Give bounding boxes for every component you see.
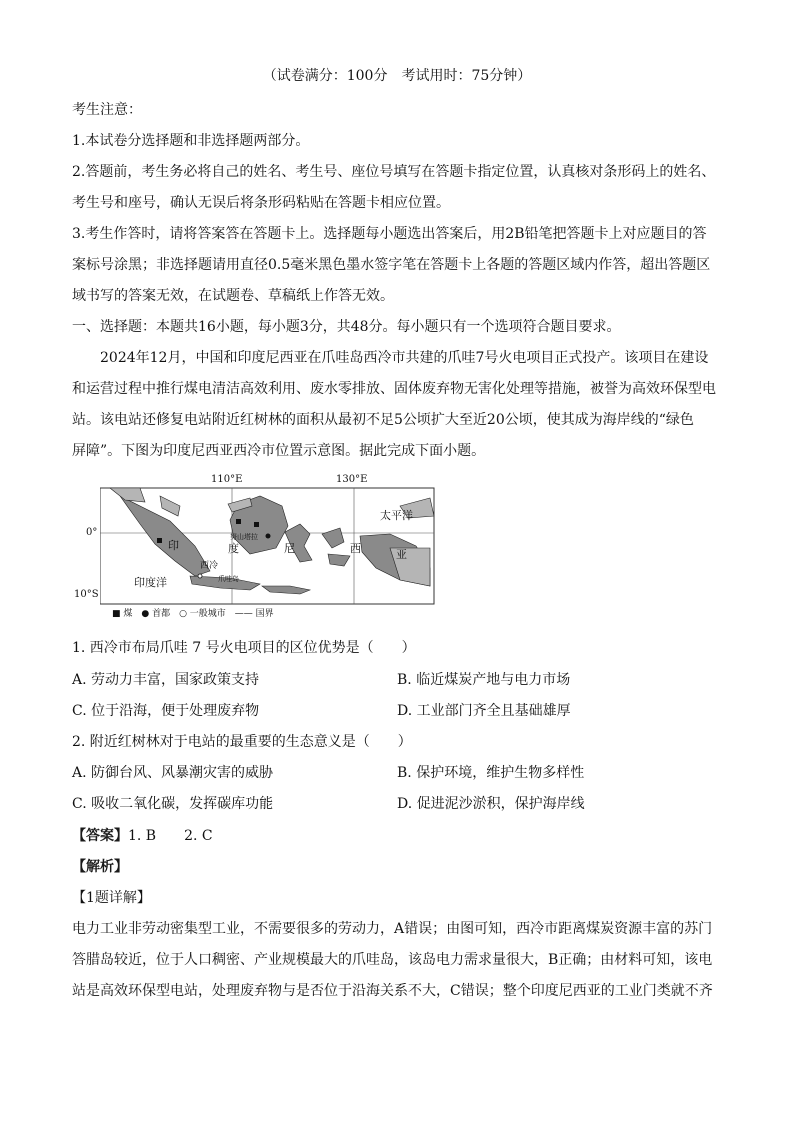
notice-title: 考生注意： bbox=[72, 102, 142, 118]
notice-line: 域书写的答案无效，在试题卷、草稿纸上作答无效。 bbox=[72, 288, 394, 304]
detail-line: 答腊岛较近，位于人口稠密、产业规模最大的爪哇岛，该岛电力需求量很大，B正确；由材料可知，该电 bbox=[72, 952, 713, 968]
map-place-label: 印 bbox=[168, 539, 179, 552]
map-lat-label: 10°S bbox=[74, 589, 99, 600]
notice-line: 2.答题前，考生务必将自己的姓名、考生号、座位号填写在答题卡指定位置，认真核对条形码上的姓名、 bbox=[72, 164, 716, 180]
map-place-label: 爪哇岛 bbox=[218, 575, 239, 583]
map-place-label: 度 bbox=[228, 542, 239, 555]
detail-line: 电力工业非劳动密集型工业，不需要很多的劳动力，A错误；由图可知，西冷市距离煤炭资源丰富的苏门 bbox=[72, 921, 713, 937]
exam-header: （试卷满分：100分 考试用时：75分钟） bbox=[262, 68, 532, 84]
notice-line: 考生号和座号，确认无误后将条形码粘贴在答题卡相应位置。 bbox=[72, 195, 450, 211]
answer-block bbox=[72, 826, 213, 846]
answer-text: 1. B 2. C bbox=[128, 828, 213, 844]
map-place-label: 尼 bbox=[284, 542, 295, 555]
question-option: A. 防御台风、风暴潮灾害的威胁 bbox=[72, 765, 274, 781]
map-place-label: 西 bbox=[350, 542, 361, 555]
detail-tag: 【1题详解】 bbox=[72, 890, 151, 906]
notice-line: 案标号涂黑；非选择题请用直径0.5毫米黑色墨水签字笔在答题卡上各题的答题区域内作答，超出答题区 bbox=[72, 257, 711, 273]
notice-line: 3.考生作答时，请将答案答在答题卡上。选择题每小题选出答案后，用2B铅笔把答题卡上对应题目的答 bbox=[72, 226, 707, 242]
detail-line: 站是高效环保型电站，处理废弃物与是否位于沿海关系不大，C错误；整个印度尼西亚的工业门类就不齐 bbox=[72, 983, 713, 999]
map-place-label: 西冷 bbox=[200, 561, 219, 571]
question-option: D. 工业部门齐全且基础雄厚 bbox=[397, 703, 571, 719]
question-option: B. 保护环境，维护生物多样性 bbox=[397, 765, 585, 781]
passage-line: 2024年12月，中国和印度尼西亚在爪哇岛西冷市共建的爪哇7号火电项目正式投产。该项目在建设 bbox=[100, 350, 709, 366]
question-option: C. 吸收二氧化碳，发挥碳库功能 bbox=[72, 796, 274, 812]
indonesia-location-map bbox=[100, 476, 436, 626]
map-ocean-label: 太平洋 bbox=[380, 509, 413, 522]
passage-line: 站。该电站还修复电站附近红树林的面积从最初不足5公顷扩大至近20公顷，使其成为海岸线的“绿色 bbox=[72, 412, 694, 428]
question-option: B. 临近煤炭产地与电力市场 bbox=[397, 672, 571, 688]
passage-line: 和运营过程中推行煤电清洁高效利用、废水零排放、固体废弃物无害化处理等措施，被誉为高效环保型电 bbox=[72, 381, 716, 397]
analysis-tag: 【解析】 bbox=[72, 859, 128, 875]
question-stem: 2. 附近红树林对于电站的最重要的生态意义是（ ） bbox=[72, 734, 412, 750]
question-option: A. 劳动力丰富，国家政策支持 bbox=[72, 672, 260, 688]
map-place-label: 亚 bbox=[396, 548, 407, 561]
map-legend: ■ 煤 ● 首都 ○ 一般城市 —— 国界 bbox=[112, 609, 274, 619]
section-title: 一、选择题：本题共16小题，每小题3分，共48分。每小题只有一个选项符合题目要求。 bbox=[72, 319, 621, 335]
map-ocean-label: 印度洋 bbox=[134, 576, 167, 589]
answer-tag: 【答案】 bbox=[72, 828, 128, 844]
notice-line: 1.本试卷分选择题和非选择题两部分。 bbox=[72, 133, 310, 149]
passage-line: 屏障”。下图为印度尼西亚西冷市位置示意图。据此完成下面小题。 bbox=[72, 443, 486, 459]
map-lon-label: 110°E bbox=[211, 474, 243, 485]
question-stem: 1. 西冷市布局爪哇 7 号火电项目的区位优势是（ ） bbox=[72, 640, 416, 656]
map-lat-label: 0° bbox=[86, 527, 98, 538]
map-place-label: 努山塔拉 bbox=[230, 533, 258, 541]
question-option: D. 促进泥沙淤积，保护海岸线 bbox=[397, 796, 585, 812]
question-option: C. 位于沿海，便于处理废弃物 bbox=[72, 703, 260, 719]
map-lon-label: 130°E bbox=[336, 474, 368, 485]
